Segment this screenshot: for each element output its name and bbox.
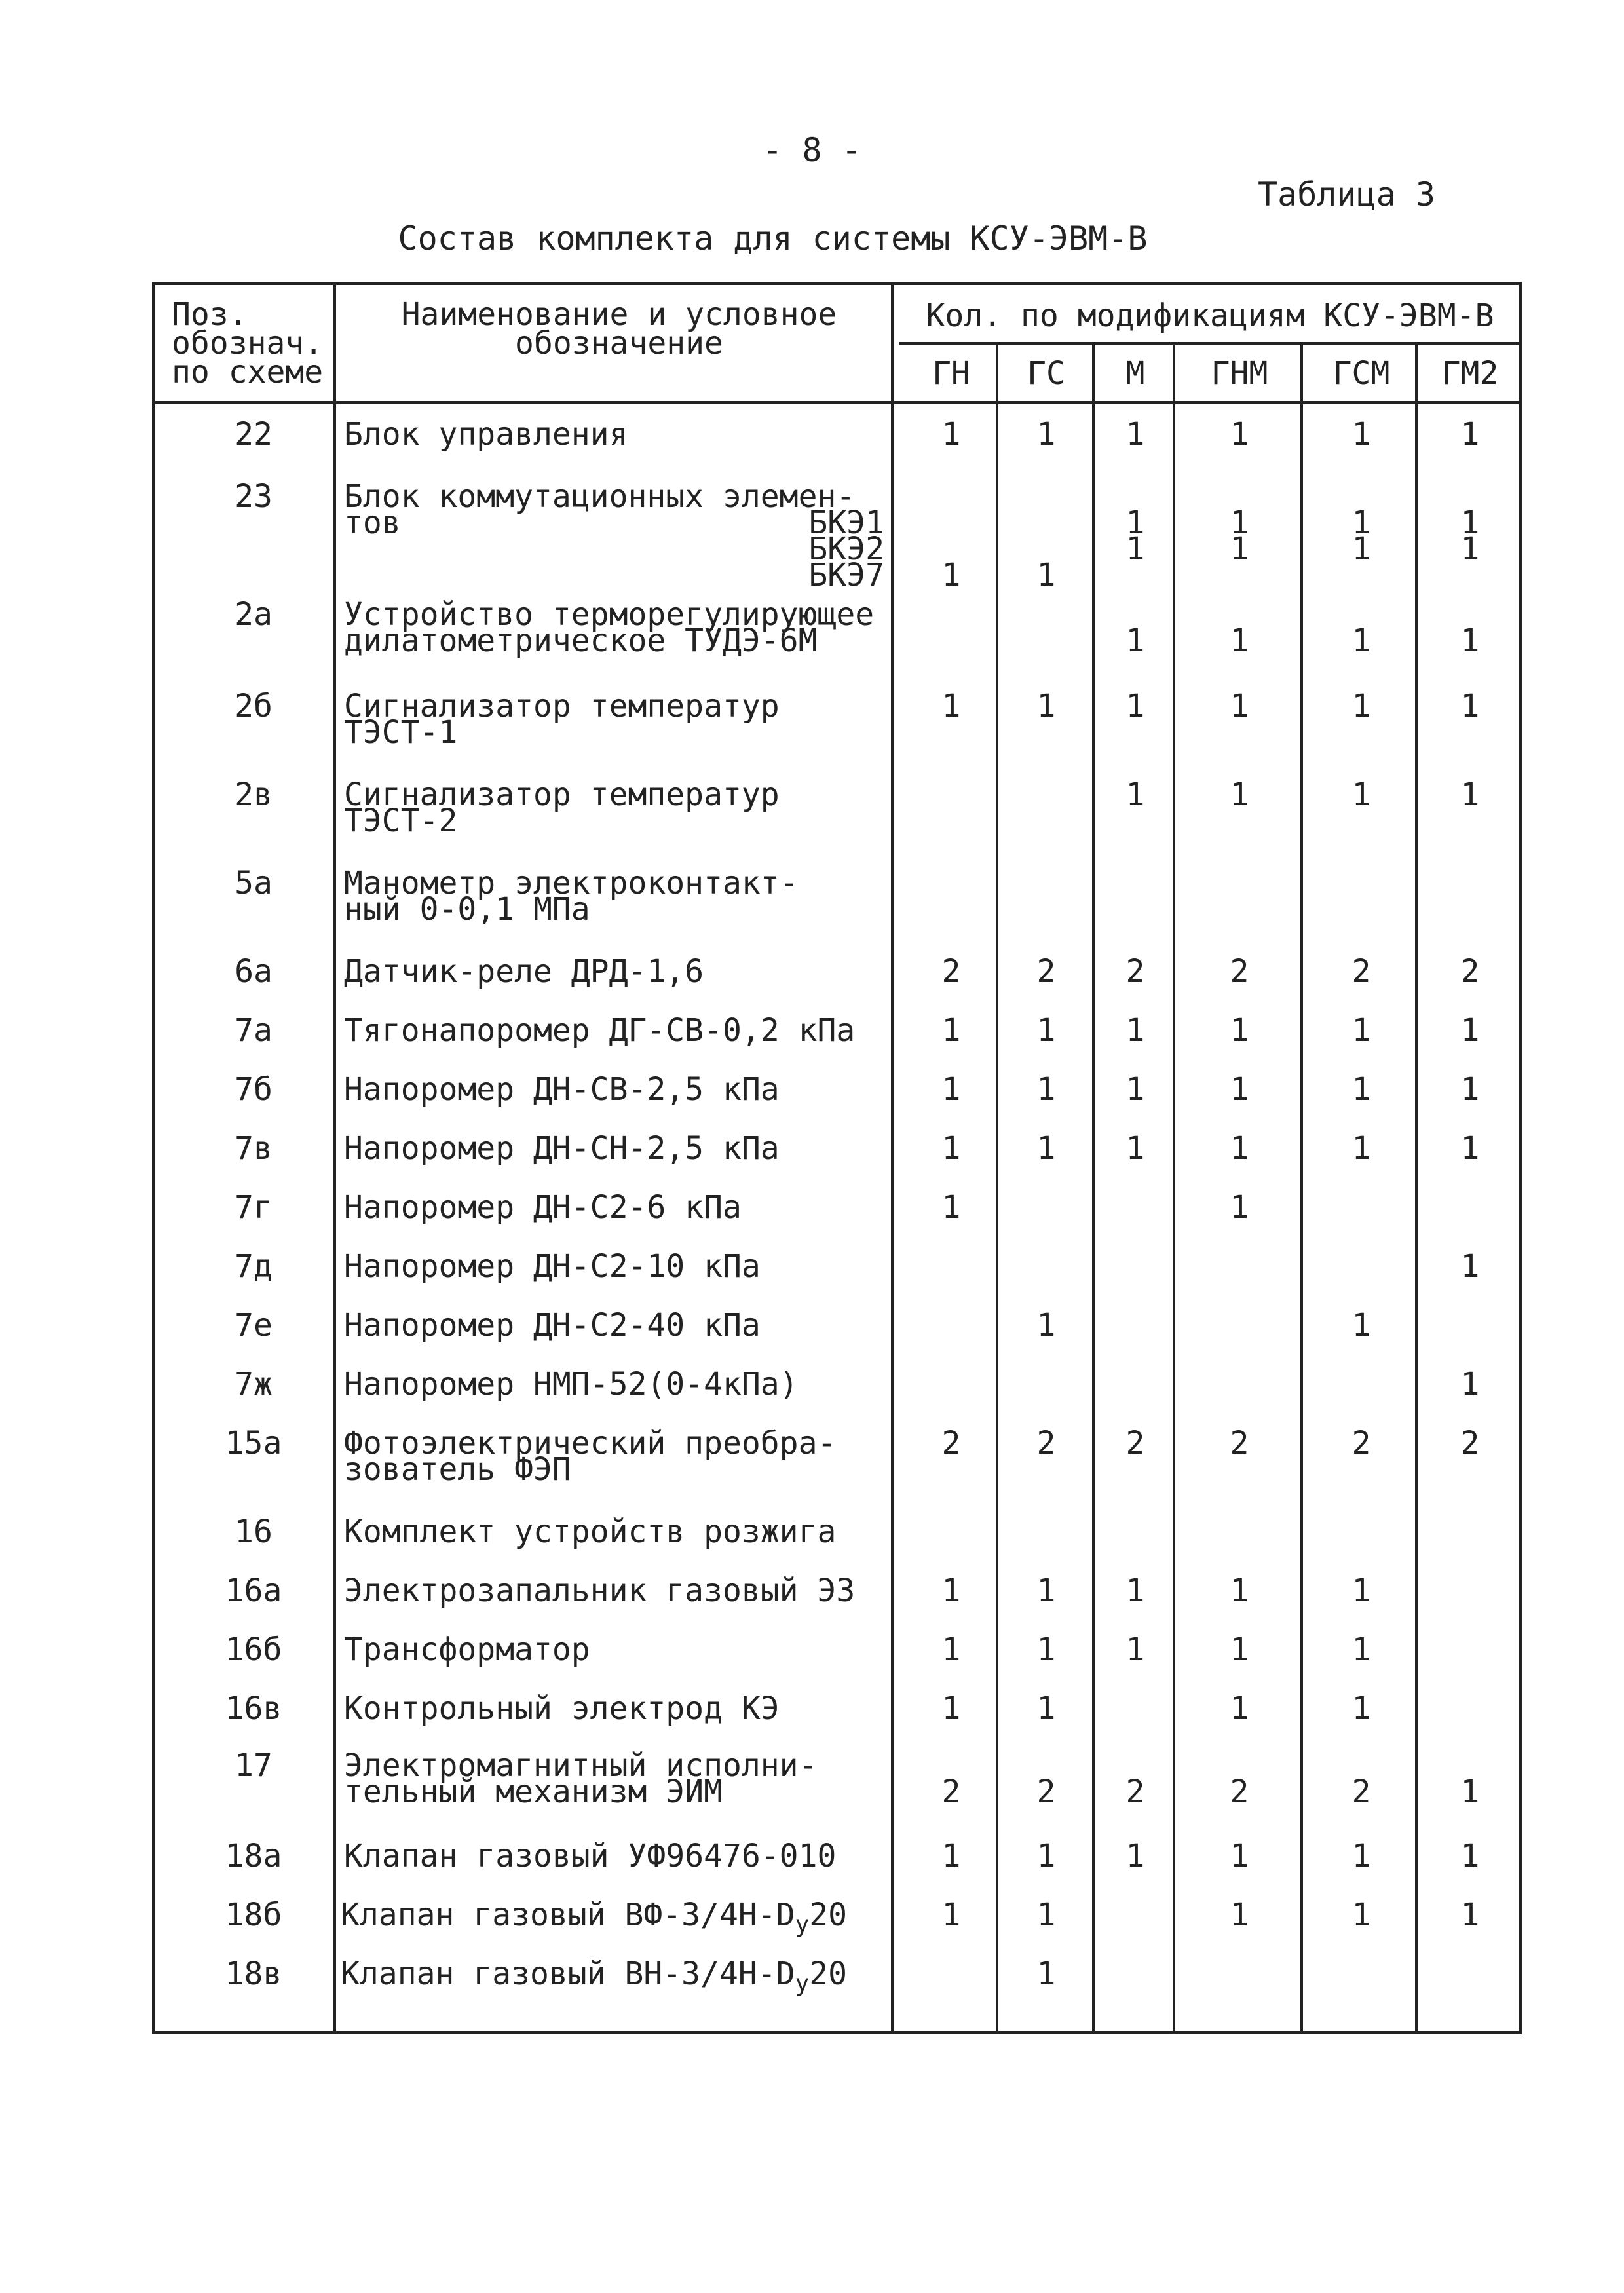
qty-cell: 1: [1351, 504, 1371, 541]
qty-cell: 1: [1460, 416, 1480, 453]
row-pos: 15а: [225, 1425, 282, 1462]
row-pos: 7в: [235, 1130, 273, 1167]
row-name: зователь ФЭП: [344, 1451, 571, 1488]
row-name: Напоромер ДН-СВ-2,5 кПа: [344, 1071, 780, 1108]
row-pos: 5а: [235, 865, 273, 901]
qty-cell: 1: [1351, 1838, 1371, 1874]
qty-cell: 2: [1125, 1425, 1145, 1462]
header-mod: М: [1125, 355, 1145, 392]
qty-cell: 2: [941, 1425, 961, 1462]
qty-cell: 1: [1230, 1897, 1249, 1933]
row-name: Блок коммутационных элемен-: [344, 478, 856, 515]
qty-cell: 1: [941, 1690, 961, 1727]
qty-cell: 1: [941, 1572, 961, 1609]
qty-cell: 1: [1460, 1012, 1480, 1049]
qty-cell: 1: [1230, 531, 1249, 567]
row-name: Напоромер НМП-52(0-4кПа): [344, 1366, 799, 1403]
qty-cell: 1: [1351, 1897, 1371, 1933]
qty-cell: 1: [1036, 1838, 1056, 1874]
qty-cell: 1: [1351, 1130, 1371, 1167]
table-label: Таблица 3: [1258, 176, 1435, 214]
qty-cell: 1: [1230, 776, 1249, 813]
qty-cell: 1: [1036, 1690, 1056, 1727]
qty-cell: 1: [1036, 1631, 1056, 1668]
qty-cell: 1: [1125, 1572, 1145, 1609]
qty-cell: 1: [1036, 1897, 1056, 1933]
qty-cell: 1: [941, 1631, 961, 1668]
qty-cell: 1: [941, 416, 961, 453]
qty-cell: 1: [1230, 416, 1249, 453]
qty-cell: 1: [1125, 1838, 1145, 1874]
qty-cell: 1: [1460, 1897, 1480, 1933]
row-pos: 16а: [225, 1572, 282, 1609]
header-name: [347, 296, 891, 362]
table-title: Состав комплекта для системы КСУ-ЭВМ-В: [398, 219, 1148, 257]
qty-cell: 1: [1351, 1071, 1371, 1108]
qty-cell: 1: [1125, 1130, 1145, 1167]
qty-cell: 2: [1036, 953, 1056, 990]
header-name-line: Наименование и условное: [401, 296, 837, 333]
row-name: Электрозапальник газовый ЭЗ: [344, 1572, 856, 1609]
qty-cell: 1: [941, 1838, 961, 1874]
qty-cell: 1: [1230, 1012, 1249, 1049]
col-divider: [1300, 343, 1303, 2034]
qty-cell: 1: [941, 557, 961, 594]
row-name: Трансформатор: [344, 1631, 590, 1668]
qty-cell: 1: [941, 1897, 961, 1933]
row-pos: 2а: [235, 596, 273, 633]
qty-cell: 1: [1460, 776, 1480, 813]
row-name: Клапан газовый $ВН-3/4Н-D_у20$: [341, 1956, 848, 1997]
qty-cell: 1: [1230, 1631, 1249, 1668]
qty-cell: 1: [1125, 531, 1145, 567]
qty-cell: 2: [1460, 1425, 1480, 1462]
row-pos: 2б: [235, 688, 273, 725]
row-name: Напоромер ДН-С2-10 кПа: [344, 1248, 761, 1285]
row-name: Клапан газовый УФ96476-010: [344, 1838, 837, 1874]
qty-cell: 1: [1125, 776, 1145, 813]
row-name: Устройство терморегулирующее: [344, 596, 875, 633]
qty-cell: 1: [1125, 1631, 1145, 1668]
qty-cell: 1: [1351, 416, 1371, 453]
qty-cell: 1: [1460, 1773, 1480, 1810]
page-number: - 8 -: [763, 131, 861, 169]
qty-cell: 1: [1125, 688, 1145, 725]
row-name: тов: [344, 504, 401, 541]
row-name: Тягонапоромер ДГ-СВ-0,2 кПа: [344, 1012, 856, 1049]
qty-cell: 1: [1460, 622, 1480, 659]
qty-cell: 2: [1036, 1425, 1056, 1462]
qty-cell: 1: [941, 1012, 961, 1049]
col-divider: [1173, 343, 1175, 2034]
row-pos: 16: [235, 1513, 273, 1550]
row-name: ный 0-0,1 МПа: [344, 891, 590, 928]
header-pos: [172, 296, 329, 390]
row-pos: 7д: [235, 1248, 273, 1285]
qty-cell: 1: [1351, 776, 1371, 813]
row-name: Фотоэлектрический преобра-: [344, 1425, 837, 1462]
qty-cell: 1: [1230, 688, 1249, 725]
sub-item-label: БКЭ1: [808, 504, 884, 541]
qty-cell: 1: [1460, 688, 1480, 725]
row-pos: 22: [235, 416, 273, 453]
qty-cell: 1: [1036, 416, 1056, 453]
row-pos: 7е: [235, 1307, 273, 1344]
qty-cell: 2: [1230, 953, 1249, 990]
qty-cell: 1: [1351, 531, 1371, 567]
qty-cell: 1: [1036, 1956, 1056, 1992]
row-name: Напоромер ДН-СН-2,5 кПа: [344, 1130, 780, 1167]
qty-cell: 1: [1036, 557, 1056, 594]
qty-cell: 1: [1230, 1572, 1249, 1609]
qty-cell: 2: [1460, 953, 1480, 990]
qty-cell: 1: [1351, 688, 1371, 725]
row-name: ТЭСТ-1: [344, 714, 458, 751]
qty-cell: 1: [941, 1130, 961, 1167]
header-pos-line: Поз.: [172, 296, 248, 333]
qty-cell: 2: [1230, 1773, 1249, 1810]
row-pos: 7ж: [235, 1366, 273, 1403]
row-name: Манометр электроконтакт-: [344, 865, 799, 901]
header-mod: ГНМ: [1211, 355, 1268, 392]
qty-cell: 2: [1036, 1773, 1056, 1810]
row-pos: 18а: [225, 1838, 282, 1874]
qty-cell: 1: [1036, 1130, 1056, 1167]
row-pos: 7а: [235, 1012, 273, 1049]
qty-cell: 1: [1230, 504, 1249, 541]
row-pos: 16б: [225, 1631, 282, 1668]
row-name: Электромагнитный исполни-: [344, 1747, 818, 1784]
row-name: ТЭСТ-2: [344, 803, 458, 839]
header-mod: ГСМ: [1332, 355, 1390, 392]
qty-cell: 2: [1230, 1425, 1249, 1462]
qty-cell: 1: [1230, 1071, 1249, 1108]
row-name: Напоромер ДН-С2-40 кПа: [344, 1307, 761, 1344]
qty-cell: 2: [1351, 953, 1371, 990]
qty-cell: 1: [1036, 1307, 1056, 1344]
header-qty-group: Кол. по модификациям КСУ-ЭВМ-В: [926, 297, 1494, 334]
qty-cell: 1: [1230, 1130, 1249, 1167]
qty-cell: 1: [1125, 504, 1145, 541]
row-name: Датчик-реле ДРД-1,6: [344, 953, 704, 990]
qty-cell: 1: [941, 1071, 961, 1108]
sub-item-label: БКЭ7: [808, 557, 884, 594]
row-name: Сигнализатор температур: [344, 776, 780, 813]
row-name: тельный механизм ЭИМ: [344, 1773, 723, 1810]
qty-cell: 2: [941, 1773, 961, 1810]
row-pos: 2в: [235, 776, 273, 813]
qty-cell: 2: [1351, 1773, 1371, 1810]
header-name-line: обозначение: [515, 325, 723, 362]
row-name: Клапан газовый $ВФ-3/4Н-D_у20$: [341, 1897, 848, 1938]
row-name: Комплект устройств розжига: [344, 1513, 837, 1550]
qty-cell: 1: [941, 688, 961, 725]
row-pos: 16в: [225, 1690, 282, 1727]
row-pos: 23: [235, 478, 273, 515]
qty-cell: 1: [1351, 622, 1371, 659]
row-pos: 17: [235, 1747, 273, 1784]
sub-item-label: БКЭ2: [808, 531, 884, 567]
qty-cell: 1: [1351, 1572, 1371, 1609]
qty-cell: 1: [1230, 1189, 1249, 1226]
row-pos: 6а: [235, 953, 273, 990]
qty-cell: 1: [1036, 1071, 1056, 1108]
qty-cell: 1: [1460, 1248, 1480, 1285]
qty-cell: 1: [1125, 1071, 1145, 1108]
header-divider: [152, 401, 1522, 404]
header-pos-line: обознач.: [172, 325, 324, 362]
qty-cell: 2: [941, 953, 961, 990]
col-divider: [996, 343, 998, 2034]
qty-cell: 1: [1230, 622, 1249, 659]
qty-cell: 1: [1230, 1838, 1249, 1874]
qty-cell: 1: [1460, 1366, 1480, 1403]
qty-cell: 1: [1125, 1012, 1145, 1049]
qty-cell: 1: [1230, 1690, 1249, 1727]
qty-cell: 1: [1036, 688, 1056, 725]
qty-cell: 1: [1125, 416, 1145, 453]
row-name: Контрольный электрод КЭ: [344, 1690, 780, 1727]
qty-cell: 1: [1460, 504, 1480, 541]
qty-cell: 2: [1351, 1425, 1371, 1462]
col-divider: [891, 282, 894, 2034]
header-pos-line: по схеме: [172, 354, 324, 390]
row-name: Блок управления: [344, 416, 628, 453]
qty-cell: 1: [941, 1189, 961, 1226]
qty-cell: 1: [1036, 1012, 1056, 1049]
header-mod: ГН: [932, 355, 970, 392]
row-pos: 7г: [235, 1189, 273, 1226]
row-name: Сигнализатор температур: [344, 688, 780, 725]
qty-cell: 1: [1460, 1838, 1480, 1874]
row-pos: 7б: [235, 1071, 273, 1108]
qty-cell: 1: [1351, 1690, 1371, 1727]
col-divider: [1092, 343, 1095, 2034]
qty-cell: 1: [1460, 531, 1480, 567]
header-mod: ГМ2: [1441, 355, 1499, 392]
qty-cell: 2: [1125, 1773, 1145, 1810]
qty-cell: 1: [1460, 1130, 1480, 1167]
qty-cell: 1: [1351, 1307, 1371, 1344]
row-pos: 18б: [225, 1897, 282, 1933]
qty-cell: 1: [1036, 1572, 1056, 1609]
row-pos: 18в: [225, 1956, 282, 1992]
qty-cell: 1: [1125, 622, 1145, 659]
qty-cell: 1: [1351, 1631, 1371, 1668]
qty-group-divider: [899, 342, 1522, 345]
row-name: дилатометрическое ТУДЭ-6М: [344, 622, 818, 659]
header-mod: ГС: [1027, 355, 1065, 392]
row-name: Напоромер ДН-С2-6 кПа: [344, 1189, 742, 1226]
qty-cell: 1: [1460, 1071, 1480, 1108]
qty-cell: 1: [1351, 1012, 1371, 1049]
col-divider: [1415, 343, 1418, 2034]
qty-cell: 2: [1125, 953, 1145, 990]
